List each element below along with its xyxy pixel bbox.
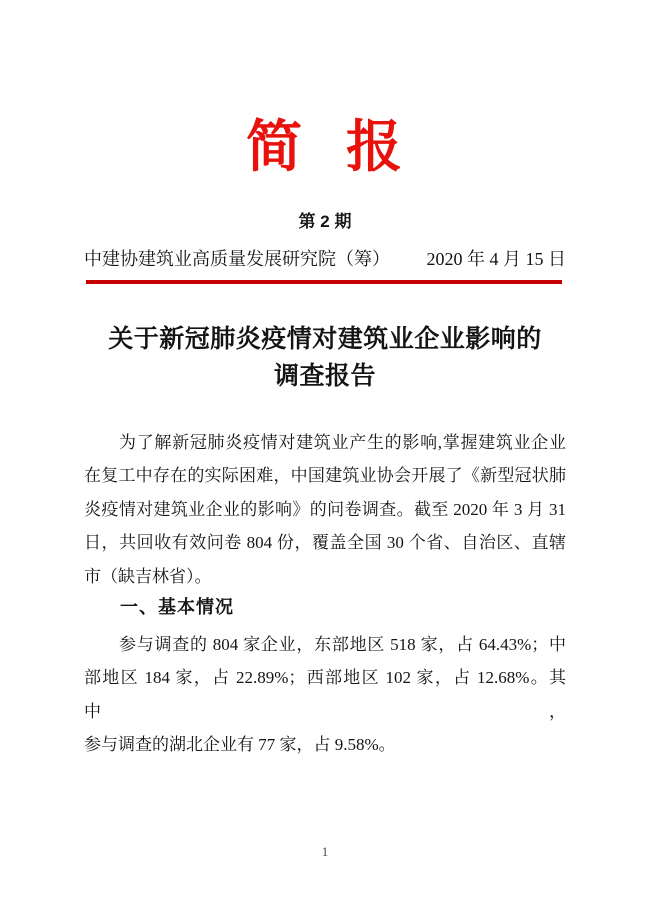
text-line: 参与调查的湖北企业有 77 家，占 9.58%。 xyxy=(84,735,396,755)
page-number: 1 xyxy=(321,844,329,859)
intro-paragraph xyxy=(84,426,566,593)
text-line: 市（缺吉林省）。 xyxy=(84,566,212,586)
bulletin-masthead-title: 简 报 xyxy=(246,117,404,179)
header-row xyxy=(84,246,566,272)
report-title-line2: 调查报告 xyxy=(273,363,376,390)
section-heading-basic-info: 一、基本情况 xyxy=(120,597,234,617)
text-line: 在复工中存在的实际困难，中国建筑业协会开展了《新型冠状肺 xyxy=(84,466,566,486)
basic-info-paragraph xyxy=(84,628,566,762)
text-line: 参与调查的 804 家企业，东部地区 518 家，占 64.43%；中 xyxy=(119,635,566,654)
text-line: 炎疫情对建筑业企业的影响》的问卷调查。截至 2020 年 3 月 31 xyxy=(84,499,566,519)
text-line: 部地区 184 家，占 22.89%；西部地区 102 家，占 12.68%。其中， xyxy=(84,668,566,721)
issuing-organization: 中建协建筑业高质量发展研究院（筹） xyxy=(84,249,390,269)
issue-number: 第 2 期 xyxy=(298,212,352,231)
text-line: 日，共回收有效问卷 804 份，覆盖全国 30 个省、自治区、直辖 xyxy=(84,533,566,553)
red-divider-rule xyxy=(86,280,562,284)
text-line: 为了解新冠肺炎疫情对建筑业产生的影响,掌握建筑业企业 xyxy=(119,433,566,452)
report-title-line1: 关于新冠肺炎疫情对建筑业企业影响的 xyxy=(108,326,542,353)
issue-date: 2020 年 4 月 15 日 xyxy=(426,249,566,269)
report-title xyxy=(0,321,650,395)
